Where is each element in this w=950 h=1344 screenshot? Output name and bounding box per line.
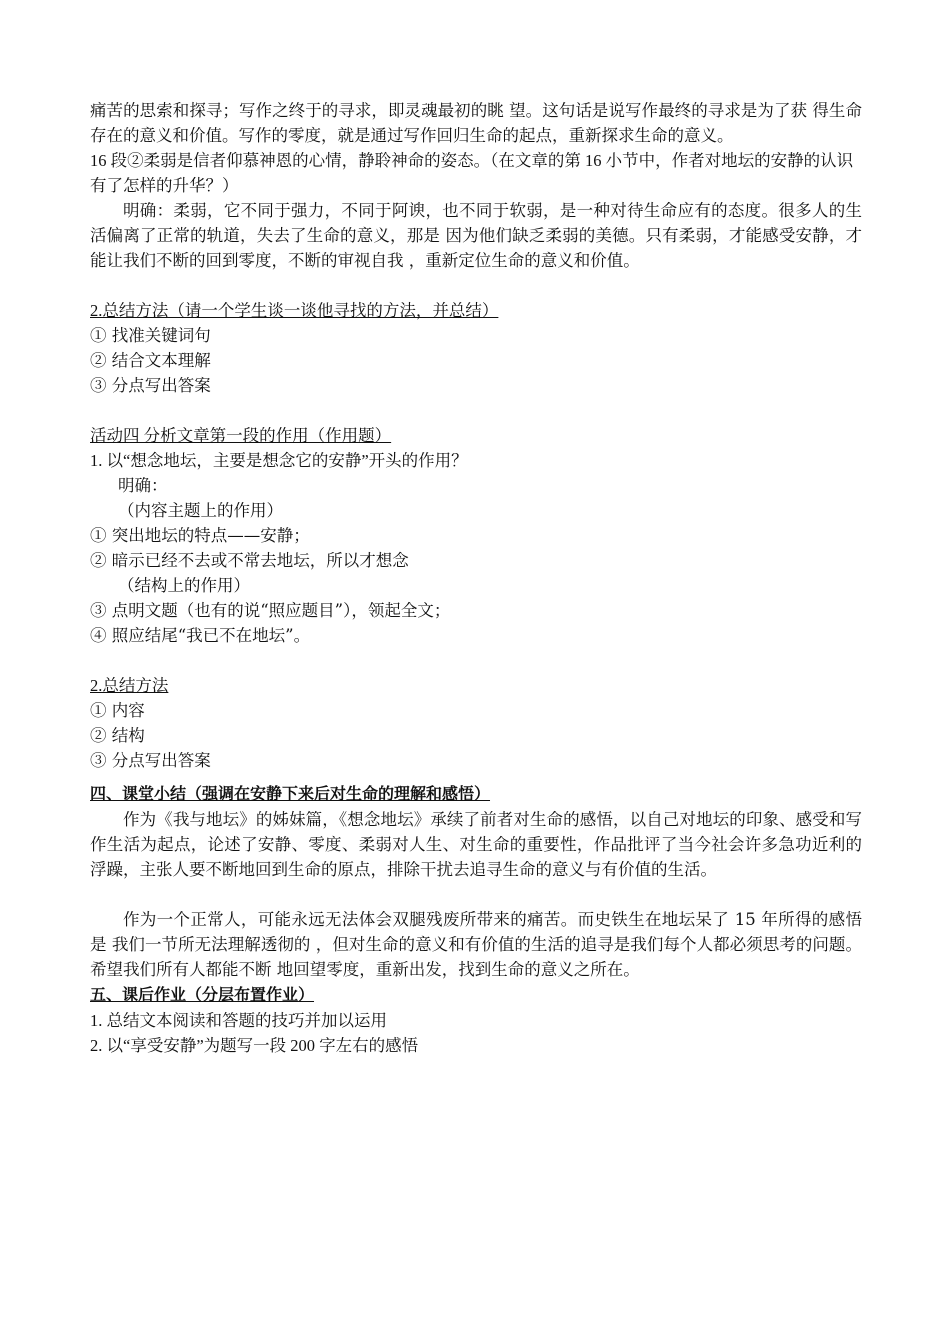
function-item: ① 突出地坛的特点——安静； bbox=[90, 526, 310, 545]
summary-paragraph: 作为《我与地坛》的姊妹篇，《想念地坛》承续了前者对生命的感悟，以自己对地坛的印象、感受和写作生活为起点，论述了安静、零度、柔弱对人生、对生命的重要性，作品批评了当今社会许多急功近利的浮躁，主张人要不断地回到生命的原点，排除干扰去追寻生命的意义与有价值的生活。 bbox=[90, 810, 862, 879]
function-item: ② 暗示已经不去或不常去地坛，所以才想念 bbox=[90, 551, 409, 570]
paragraph-writing-meaning: 痛苦的思索和探寻；写作之终于的寻求，即灵魂最初的眺 望。这句话是说写作最终的寻求是为了获 得生命存在的意义和价值。写作的零度，就是通过写作回归生命的起点，重新探求生命的意义。 bbox=[90, 101, 862, 145]
paragraph-section-16: 16 段②柔弱是信者仰慕神恩的心情，静聆神命的姿态。（在文章的第 16 小节中，作者对地坛的安静的认识有了怎样的升华？） bbox=[90, 151, 854, 195]
homework-item: 1. 总结文本阅读和答题的技巧并加以运用 bbox=[90, 1011, 387, 1030]
method-summary-title-2: 2.总结方法 bbox=[90, 676, 169, 695]
content-function-label: （内容主题上的作用） bbox=[118, 501, 283, 520]
paragraph-answer-weakness: 明确：柔弱，它不同于强力，不同于阿谀，也不同于软弱，是一种对待生命应有的态度。很多人的生活偏离了正常的轨道，失去了生命的意义，那是 因为他们缺乏柔弱的美德。只有柔弱，才能感受安静，才能让我们不断的回到零度，不断的审视自我 ，重新定位生命的意义和价值。 bbox=[90, 201, 862, 270]
method-item: ② 结合文本理解 bbox=[90, 351, 211, 370]
method-item: ① 内容 bbox=[90, 701, 145, 720]
method-item: ③ 分点写出答案 bbox=[90, 751, 211, 770]
activity-four-question: 1. 以“想念地坛，主要是想念它的安静”开头的作用？ bbox=[90, 451, 468, 470]
method-summary-title: 2.总结方法（请一个学生谈一谈他寻找的方法，并总结） bbox=[90, 301, 499, 320]
document-page bbox=[90, 98, 862, 1058]
activity-four-title: 活动四 分析文章第一段的作用（作用题） bbox=[90, 426, 392, 445]
method-item: ① 找准关键词句 bbox=[90, 326, 211, 345]
function-item: ③ 点明文题（也有的说“照应题目”），领起全文； bbox=[90, 601, 451, 620]
method-item: ③ 分点写出答案 bbox=[90, 376, 211, 395]
structure-function-label: （结构上的作用） bbox=[118, 576, 250, 595]
reflection-paragraph: 作为一个正常人，可能永远无法体会双腿残废所带来的痛苦。而史铁生在地坛呆了 15 年所得的感悟是 我们一节所无法理解透彻的 ，但对生命的意义和有价值的生活的追寻是我们每个人都必须思考的问题。希望我们所有人都能不断 地回望零度，重新出发，找到生命的意义之所在。 bbox=[90, 910, 862, 979]
section-four-heading: 四、课堂小结（强调在安静下来后对生命的理解和感悟） bbox=[90, 784, 491, 803]
homework-item: 2. 以“享受安静”为题写一段 200 字左右的感悟 bbox=[90, 1036, 419, 1055]
method-item: ② 结构 bbox=[90, 726, 145, 745]
answer-label: 明确： bbox=[118, 476, 168, 495]
function-item: ④ 照应结尾“我已不在地坛”。 bbox=[90, 626, 311, 645]
section-five-heading: 五、课后作业（分层布置作业） bbox=[90, 985, 315, 1004]
